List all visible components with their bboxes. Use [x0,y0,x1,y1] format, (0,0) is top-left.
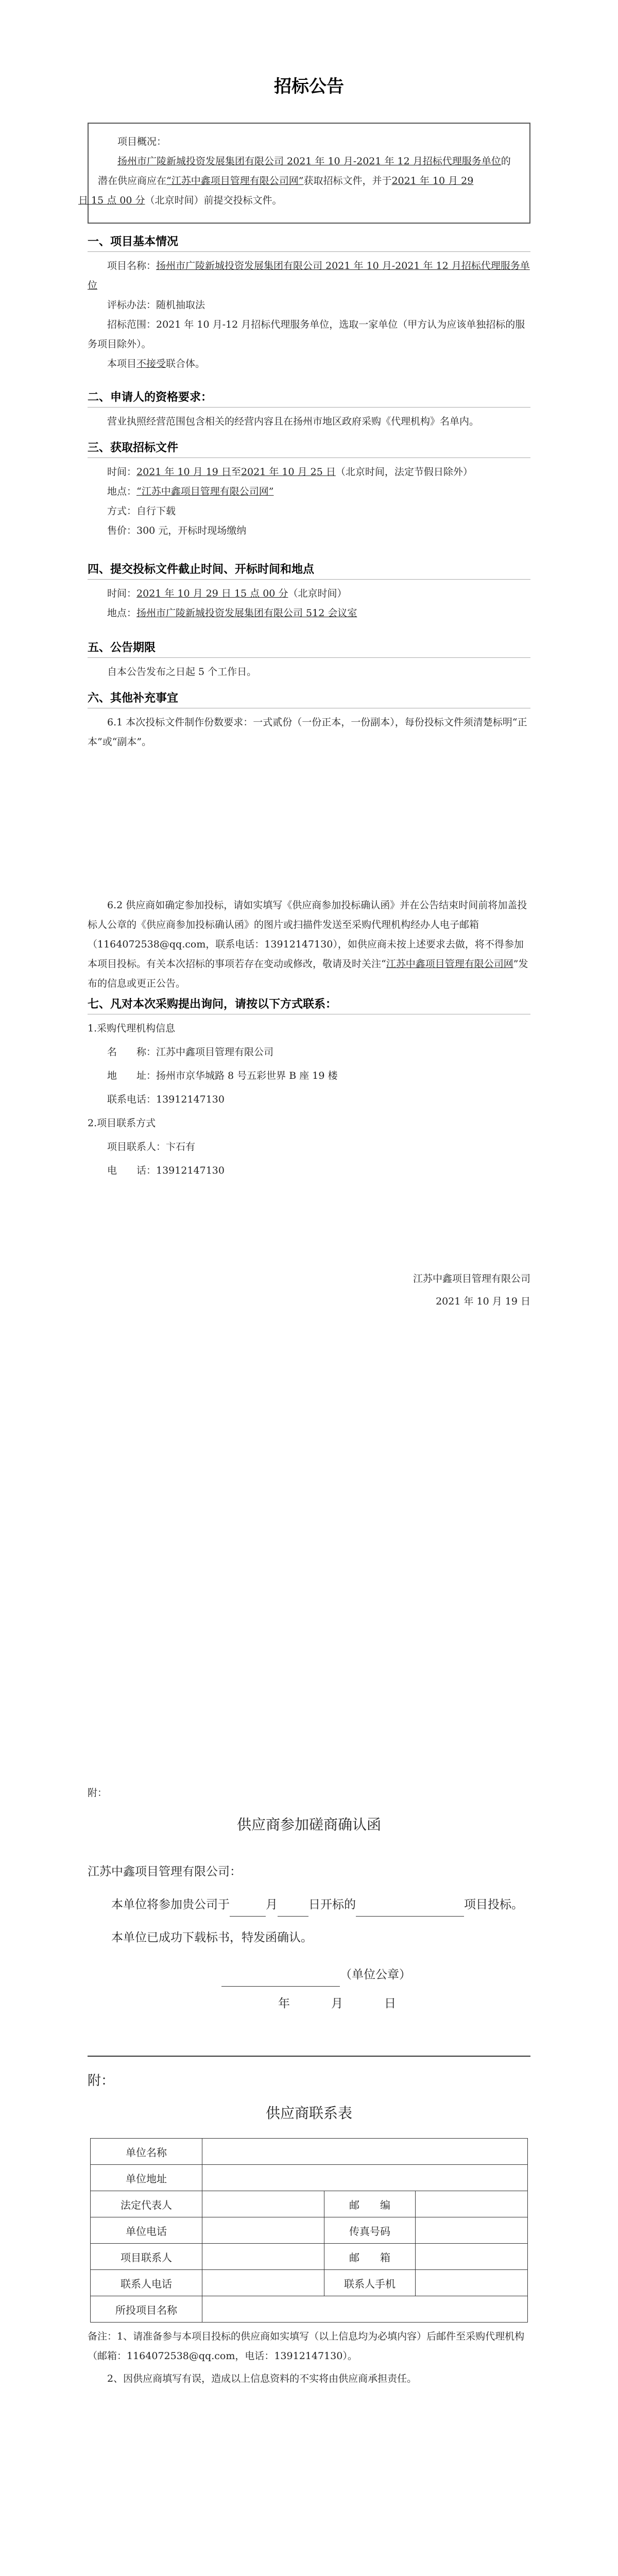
deadline: 2021 年 10 月 29 日 15 点 00 分 [136,588,288,599]
time-note: （北京时间） [288,588,347,599]
table-row [91,2191,528,2217]
letter-line-1 [88,1893,530,1917]
overview-text-part: 的潜在供应商应在 [98,156,511,187]
submission-time [88,584,530,603]
place-value: 扬州市广陵新城投资发展集团有限公司 512 会议室 [136,607,357,619]
notice-period-text: 自本公告发布之日起 5 个工作日。 [107,666,257,677]
agency-phone: 联系电话：13912147130 [107,1094,225,1105]
seal-line [88,1963,530,1987]
table-row [91,2217,528,2244]
table-row [91,2139,528,2165]
overview-source-link[interactable]: “江苏中鑫项目管理有限公司网” [166,175,304,187]
overview-deadline-date: 2021 年 10 月 29 [391,175,474,187]
overview-text [78,151,520,210]
copies-requirement: 6.1 本次投标文件制作份数要求：一式贰份（一份正本，一份副本），每份投标文件须清楚标明“正本”或“副本”。 [88,717,527,748]
overview-deadline-time: 日 15 点 00 分 [78,195,145,206]
agency-info-heading: 1.采购代理机构信息 [88,1023,176,1034]
date-month: 月 [331,1997,343,2010]
submission-place [88,603,530,623]
table-label: 单位名称 [91,2139,202,2165]
table-input-cell[interactable] [202,2165,528,2191]
signoff-company: 江苏中鑫项目管理有限公司 [413,1273,530,1284]
section-project-info [88,233,530,374]
get-documents-place [88,482,530,501]
time-label: 时间： [107,588,137,599]
table-label: 传真号码 [324,2217,416,2244]
section-get-documents [88,439,530,540]
section-contact [88,995,530,1180]
evaluation-method: 评标办法：随机抽取法 [107,299,205,311]
project-name-value: 扬州市广陵新城投资发展集团有限公司 2021 年 10 月-2021 年 12 月招标代理服务单位 [88,260,530,291]
section-heading: 七、凡对本次采购提出询问，请按以下方式联系： [88,995,530,1014]
table-input-cell[interactable] [202,2270,324,2296]
table-row [91,2270,528,2296]
table-input-cell[interactable] [202,2296,528,2323]
date-year: 年 [278,1997,290,2010]
agency-site-link[interactable]: 江苏中鑫项目管理有限公司网 [386,958,513,970]
instruction-text: ”发布的信息或更正公告。 [88,958,528,989]
table-input-cell[interactable] [202,2139,528,2165]
confirmation-letter-title: 供应商参加磋商确认函 [236,1816,381,1833]
section-heading: 一、项目基本情况 [88,233,530,252]
get-documents-time [88,462,530,482]
overview-heading: 项目概况： [117,136,167,147]
joint-text: 联合体。 [166,358,205,369]
get-documents-price: 售价：300 元，开标时现场缴纳 [107,525,247,536]
table-row [91,2296,528,2323]
joint-text: 本项目 [107,358,137,369]
letter-text: 本单位将参加贵公司于 [111,1898,230,1911]
project-name-label: 项目名称： [107,260,157,272]
agency-address: 地 址：扬州市京华城路 8 号五彩世界 B 座 19 楼 [107,1070,338,1081]
annex-label: 附： [88,2073,115,2089]
table-input-cell[interactable] [416,2217,528,2244]
confirmation-letter [88,1860,530,2015]
form-notes [88,2327,530,2388]
project-contact-person: 项目联系人：卞石有 [107,1141,196,1153]
time-note: （北京时间，法定节假日除外） [335,466,473,478]
place-label: 地点： [107,607,137,619]
section-heading: 五、公告期限 [88,639,530,658]
letter-text: 项目投标。 [464,1898,523,1911]
note-2: 2、因供应商填写有误，造成以上信息资料的不实将由供应商承担责任。 [107,2373,417,2384]
annex-label: 附： [88,1787,108,1799]
confirmation-instructions [88,895,530,993]
letter-date [88,1992,530,2015]
agency-name: 名 称：江苏中鑫项目管理有限公司 [107,1046,274,1058]
table-input-cell[interactable] [202,2244,324,2270]
section-other-matters-continued [88,895,530,993]
project-name-line [88,256,530,295]
table-input-cell[interactable] [416,2270,528,2296]
table-label: 邮 编 [324,2191,416,2217]
note-1: 备注：1、请准备参与本项目投标的供应商如实填写（以上信息均为必填内容）后邮件至采购代理机构（邮箱：1164072538@qq.com，电话：13912147130）。 [88,2331,525,2362]
overview-text-part: （北京时间）前提交投标文件。 [145,195,282,206]
table-row [91,2244,528,2270]
section-qualification [88,388,530,431]
time-label: 时间： [107,466,137,478]
seal-label: （单位公章） [340,1968,411,1981]
project-overview-box [78,123,530,224]
table-label: 邮 箱 [324,2244,416,2270]
table-input-cell[interactable] [202,2191,324,2217]
signoff [413,1268,530,1312]
divider-rule [88,2056,530,2057]
section-heading: 六、其他补充事宜 [88,689,530,708]
table-label: 单位地址 [91,2165,202,2191]
start-date: 2021 年 10 月 19 日 [136,466,231,478]
project-contact-phone: 电 话：13912147130 [107,1165,225,1176]
get-documents-way: 方式：自行下载 [107,505,176,517]
page-title: 招标公告 [274,76,344,97]
section-submission [88,561,530,623]
day-blank[interactable] [278,1903,308,1917]
section-heading: 三、获取招标文件 [88,439,530,458]
contact-form-title: 供应商联系表 [265,2105,352,2122]
table-label: 法定代表人 [91,2191,202,2217]
time-sep: 至 [231,466,241,478]
joint-venture-line [88,354,530,374]
letter-text: 日开标的 [308,1898,356,1911]
section-heading: 二、申请人的资格要求： [88,388,530,408]
table-input-cell[interactable] [416,2191,528,2217]
place-link[interactable]: “江苏中鑫项目管理有限公司网” [136,486,274,497]
overview-text-part: 获取招标文件，并于 [303,175,392,187]
section-other-matters [88,689,530,752]
joint-not-accepted: 不接受 [136,358,166,369]
section-notice-period [88,639,530,682]
table-row [91,2165,528,2191]
section-heading: 四、提交投标文件截止时间、开标时间和地点 [88,561,530,580]
instruction-text: 6.2 供应商如确定参加投标，请如实填写《供应商参加投标确认函》并在公告结束时间前将加盖投标人公章的《供应商参加投标确认函》的图片或扫描件发送至采购代理机构经办人电子邮箱（1164072538@qq.com，联系电话：13912147130），如供应商未按上述要求去做，将不得参加本项目投标。有关本次招标的事项若存在变动或修改，敬请及时关注“ [88,900,527,970]
month-blank[interactable] [230,1903,266,1917]
end-date: 2021 年 10 月 25 日 [241,466,336,478]
table-input-cell[interactable] [416,2244,528,2270]
letter-text: 月 [266,1898,278,1911]
project-contact-heading: 2.项目联系方式 [88,1117,156,1129]
date-day: 日 [384,1997,396,2010]
letter-line-2: 本单位已成功下载标书，特发函确认。 [111,1931,313,1944]
supplier-contact-table [90,2138,528,2323]
table-label: 单位电话 [91,2217,202,2244]
table-label: 项目联系人 [91,2244,202,2270]
seal-blank[interactable] [221,1973,340,1987]
signoff-date: 2021 年 10 月 19 日 [436,1296,530,1307]
overview-project-name: 扬州市广陵新城投资发展集团有限公司 2021 年 10 月-2021 年 12 月招标代理服务单位 [117,156,501,167]
table-input-cell[interactable] [202,2217,324,2244]
place-label: 地点： [107,486,137,497]
table-label: 联系人电话 [91,2270,202,2296]
tender-scope: 招标范围：2021 年 10 月-12 月招标代理服务单位，选取一家单位（甲方认为应该单独招标的服务项目除外）。 [88,319,525,350]
letter-recipient: 江苏中鑫项目管理有限公司： [88,1865,242,1878]
table-label: 所投项目名称 [91,2296,202,2323]
qualification-text: 营业执照经营范围包含相关的经营内容且在扬州市地区政府采购《代理机构》名单内。 [107,416,479,427]
project-blank[interactable] [356,1903,464,1917]
table-label: 联系人手机 [324,2270,416,2296]
